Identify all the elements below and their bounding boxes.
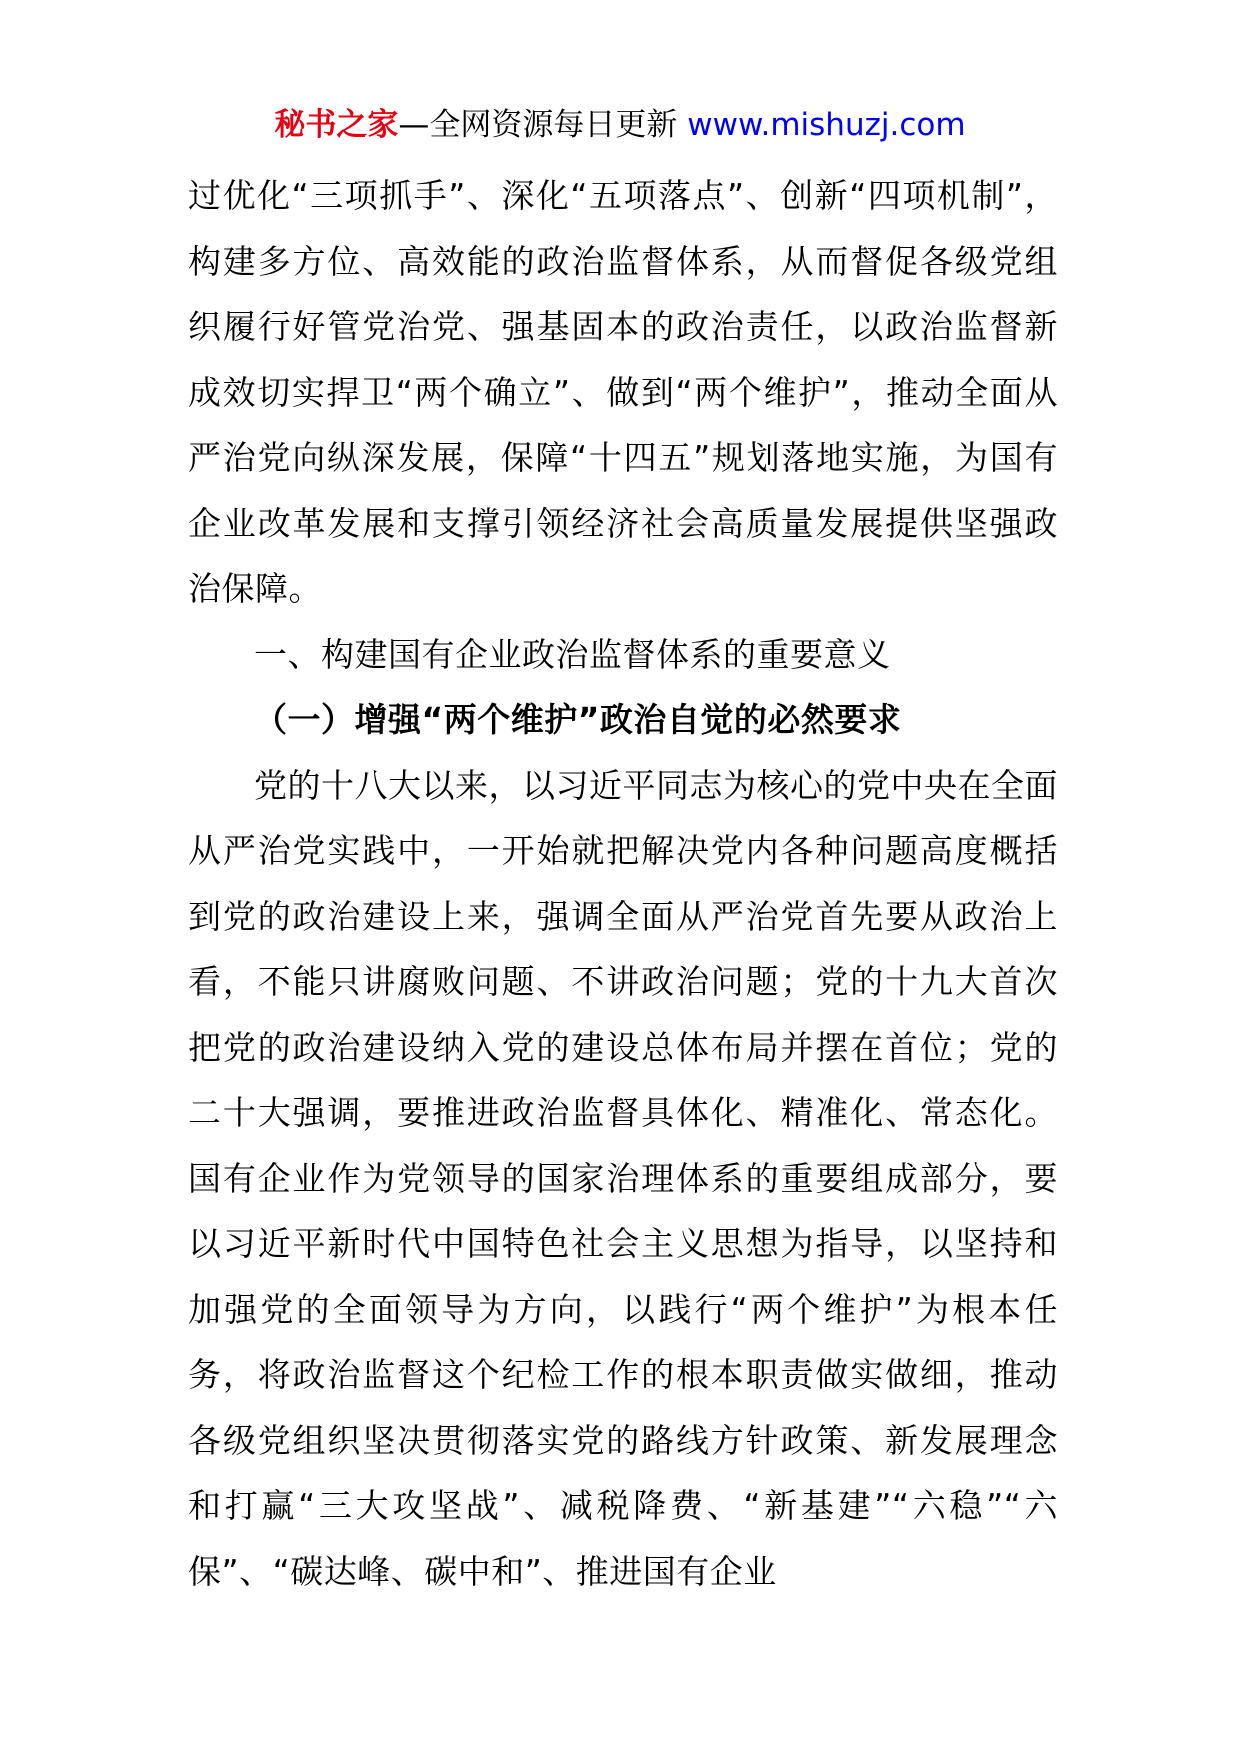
paragraph-continuation: 过优化“三项抓手”、深化“五项落点”、创新“四项机制”，构建多方位、高效能的政治监督体系，从而督促各级党组织履行好管党治党、强基固本的政治责任，以政治监督新成效切实捍卫“两个确立”、做到“两个维护”，推动全面从严治党向纵深发展，保障“十四五”规划落地实施，为国有企业改革发展和支撑引领经济社会高质量发展提供坚强政治保障。 <box>188 176 1058 608</box>
document-body <box>188 163 1058 1604</box>
site-url: www.mishuzj.com <box>677 107 966 143</box>
subsection-heading: （一）增强“两个维护”政治自觉的必然要求 <box>254 700 902 739</box>
paragraph-body: 党的十八大以来，以习近平同志为核心的党中央在全面从严治党实践中，一开始就把解决党内各种问题高度概括到党的政治建设上来，强调全面从严治党首先要从政治上看，不能只讲腐败问题、不讲政治问题；党的十九大首次把党的政治建设纳入党的建设总体布局并摆在首位；党的二十大强调，要推进政治监督具体化、精准化、常态化。国有企业作为党领导的国家治理体系的重要组成部分，要以习近平新时代中国特色社会主义思想为指导，以坚持和加强党的全面领导为方向，以践行“两个维护”为根本任务，将政治监督这个纪检工作的根本职责做实做细，推动各级党组织坚决贯彻落实党的路线方针政策、新发展理念和打赢“三大攻坚战”、减税降费、“新基建”“六稳”“六保”、“碳达峰、碳中和”、推进国有企业 <box>188 765 1058 1591</box>
header-tagline: —全网资源每日更新 <box>398 107 678 143</box>
section-heading: 一、构建国有企业政治监督体系的重要意义 <box>254 634 891 674</box>
watermark-header <box>0 100 1240 150</box>
brand-name: 秘书之家 <box>274 107 399 143</box>
